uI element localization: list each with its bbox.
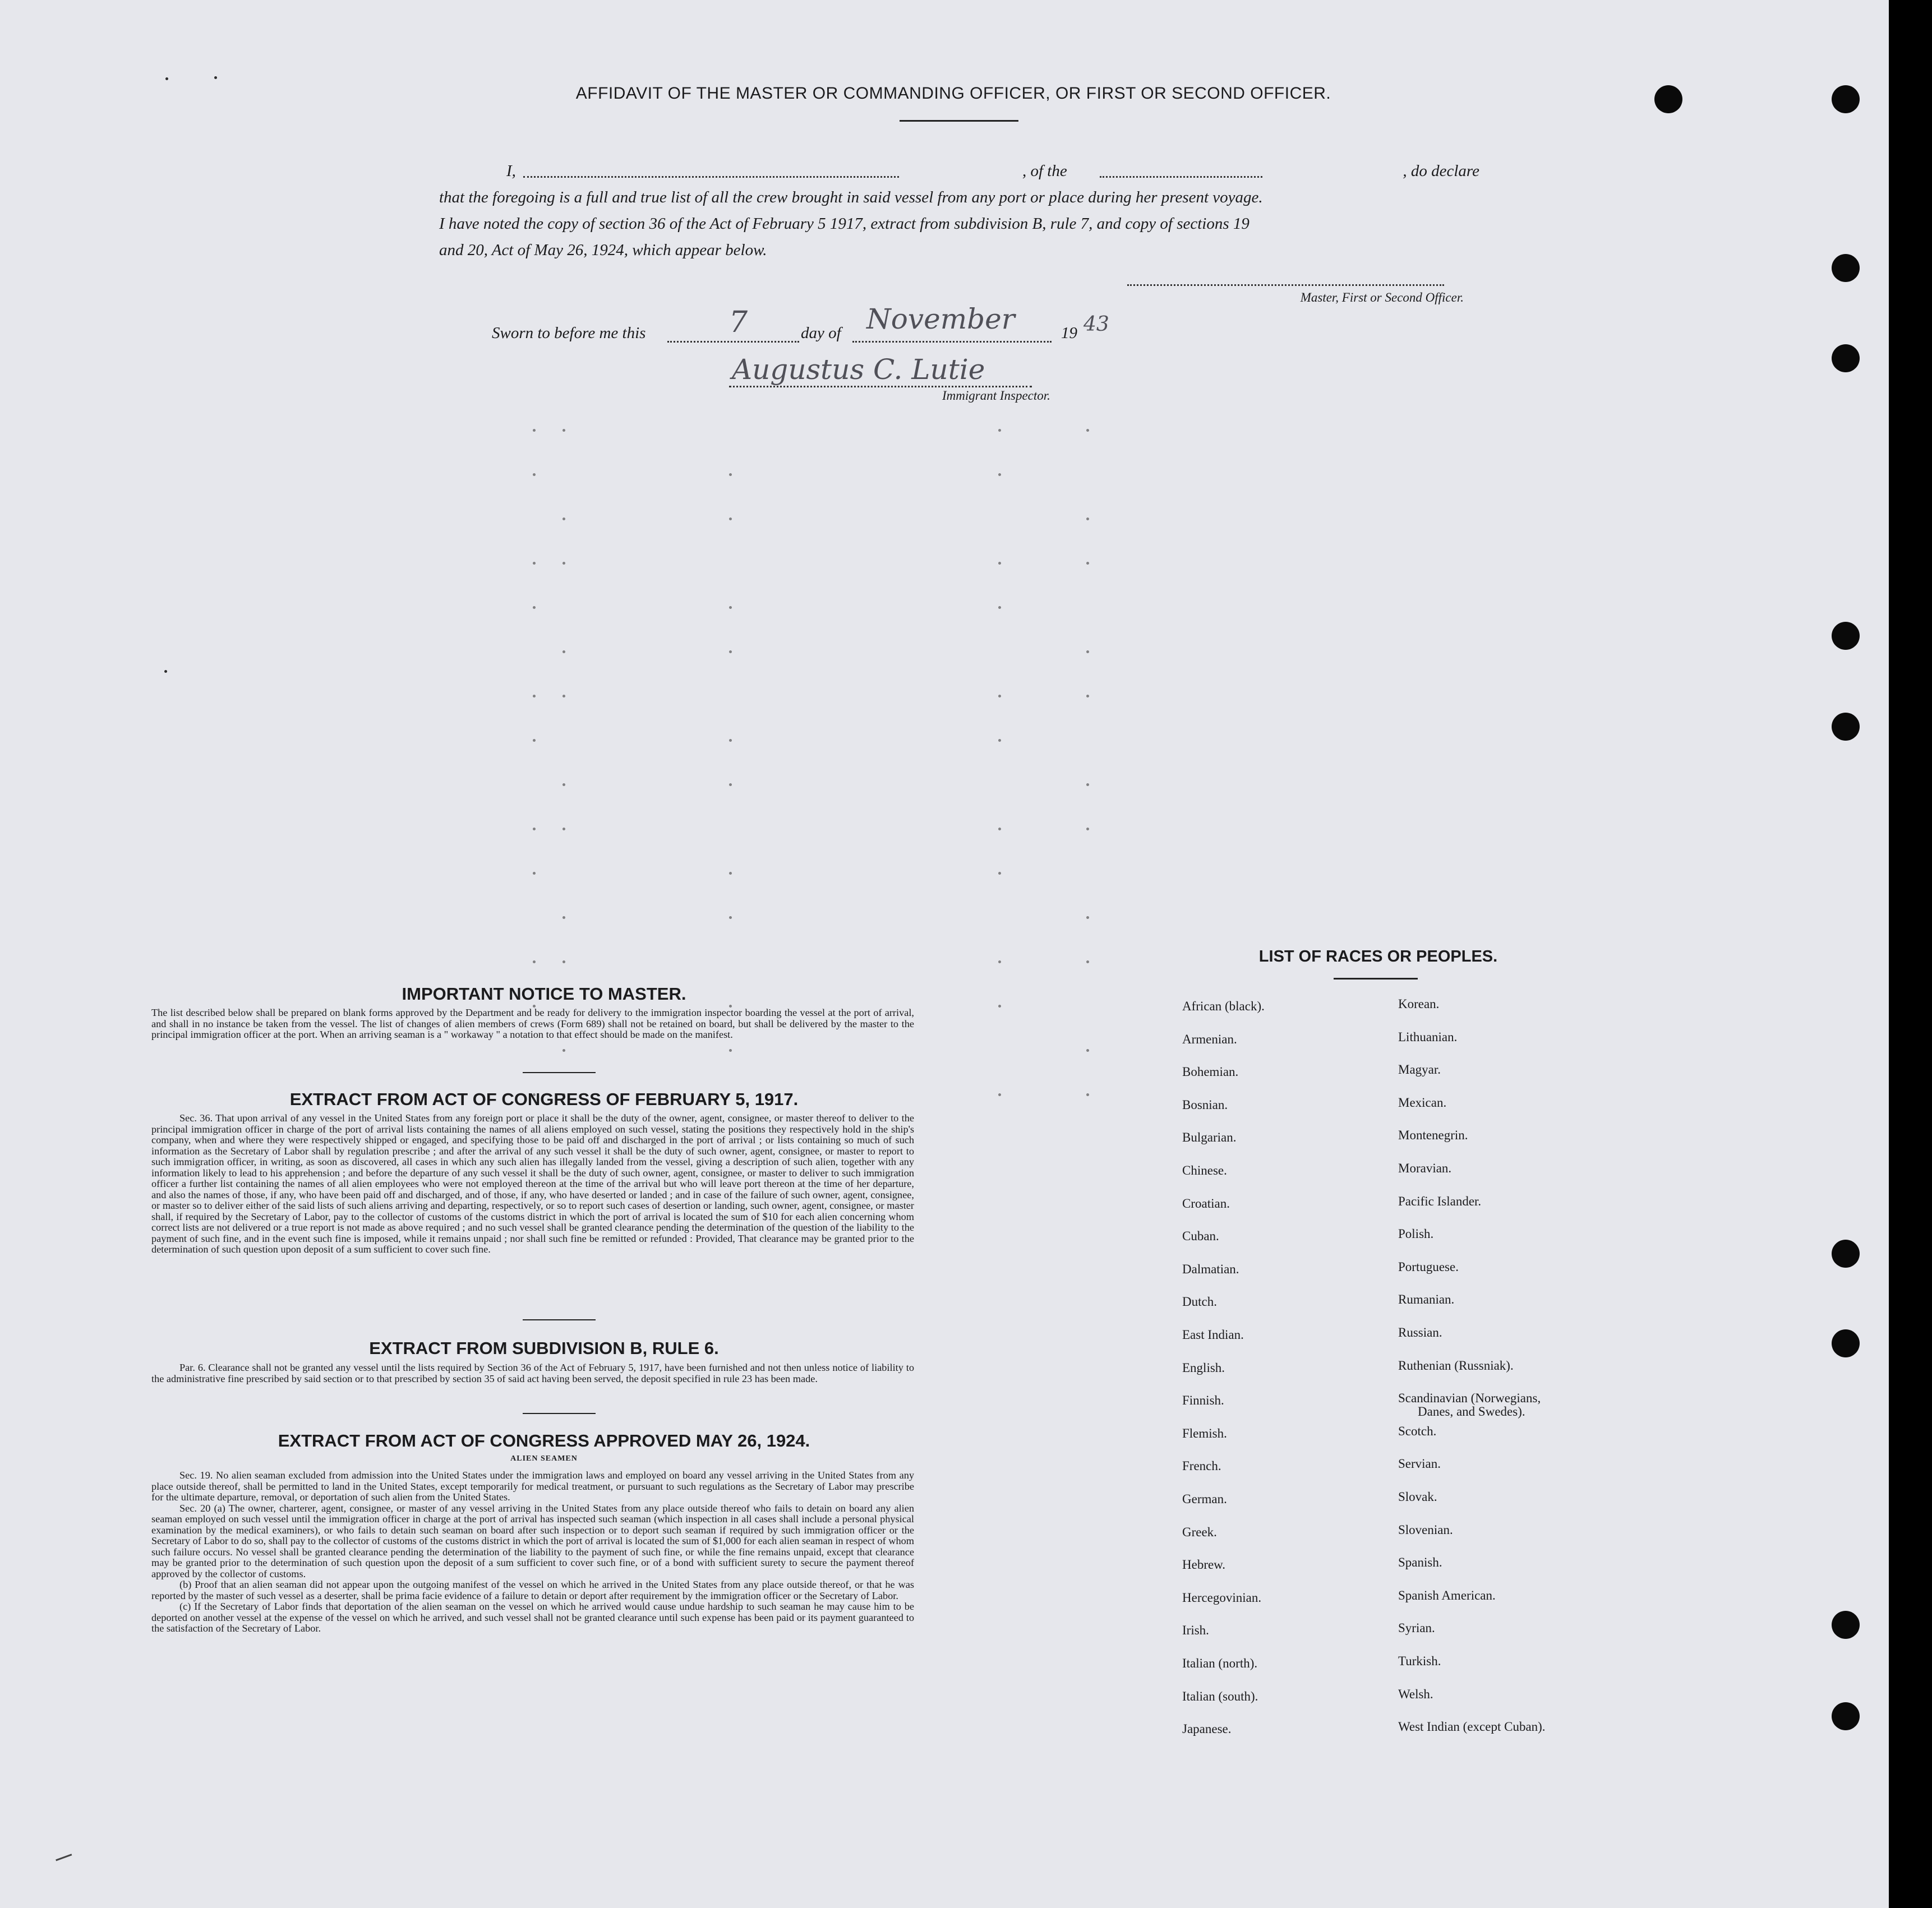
faint-dot	[533, 739, 536, 742]
faint-dot	[729, 606, 732, 609]
faint-dot	[729, 872, 732, 875]
faint-dot	[1086, 1049, 1089, 1052]
race-item: Flemish.	[1182, 1426, 1227, 1440]
race-item: West Indian (except Cuban).	[1398, 1720, 1546, 1734]
stray-mark	[164, 670, 167, 673]
race-item: African (black).	[1182, 999, 1265, 1013]
faint-dot	[1086, 1093, 1089, 1096]
race-item: German.	[1182, 1492, 1227, 1506]
affidavit-para-1: that the foregoing is a full and true list of all the crew brought in said vessel from any port or place during her present voyage.	[439, 188, 1263, 206]
faint-dot	[729, 1049, 732, 1052]
notice-body: The list described below shall be prepared on blank forms approved by the Department and be ready for delivery to the immigration inspector boarding the vessel at the port of arrival, and shall in no instance be taken from the vessel. The list of changes of alien members of crews (Form 689) shall not be retained on board, but shall be delivered by the master to the principal immigration officer at the port. When an arriving seaman is a " workaway " a notation to that effect should be made on the manifest.	[151, 1007, 914, 1040]
faint-dot	[1086, 429, 1089, 432]
faint-dot	[562, 1049, 565, 1052]
faint-dot	[998, 739, 1001, 742]
race-item: French.	[1182, 1459, 1221, 1473]
binder-hole	[1832, 1329, 1860, 1357]
race-item: Irish.	[1182, 1623, 1209, 1638]
binder-hole	[1832, 1240, 1860, 1268]
faint-dot	[1086, 518, 1089, 520]
faint-dot	[533, 429, 536, 432]
race-item: Scotch.	[1398, 1424, 1437, 1438]
race-item: Bosnian.	[1182, 1097, 1228, 1112]
affidavit-para-3: and 20, Act of May 26, 1924, which appear below.	[439, 241, 767, 259]
race-item: Ruthenian (Russniak).	[1398, 1358, 1514, 1373]
faint-dot	[1086, 695, 1089, 697]
faint-dot	[562, 916, 565, 919]
faint-dot	[533, 606, 536, 609]
race-item: Finnish.	[1182, 1393, 1224, 1408]
race-item: Bohemian.	[1182, 1065, 1239, 1079]
binder-hole	[1832, 254, 1860, 282]
faint-dot	[533, 960, 536, 963]
binder-hole	[1654, 85, 1682, 113]
rule-6-body: Par. 6. Clearance shall not be granted any vessel until the lists required by Section 36 of the Act of February 5, 1917, have been furnished and not then unless notice of liability to the administrative fine prescribed by said section or to that prescribed by section 35 of said act having been served, the deposit specified in rule 23 has been made.	[151, 1362, 914, 1384]
faint-dot	[533, 473, 536, 476]
stray-mark	[165, 77, 168, 80]
race-item: Spanish.	[1398, 1555, 1442, 1570]
extract-1924-title: EXTRACT FROM ACT OF CONGRESS APPROVED MAY 26, 1924.	[278, 1431, 810, 1450]
race-item: Scandinavian (Norwegians,	[1398, 1391, 1541, 1406]
faint-dot	[998, 1093, 1001, 1096]
binder-hole	[1832, 85, 1860, 113]
affidavit-para-2: I have noted the copy of section 36 of the Act of February 5 1917, extract from subdivision B, rule 7, and copy of sections 19	[439, 215, 1249, 233]
faint-dot	[533, 872, 536, 875]
race-item: Rumanian.	[1398, 1292, 1455, 1307]
races-title-rule	[1334, 978, 1418, 980]
sec-20b: (b) Proof that an alien seaman did not appear upon the outgoing manifest of the vessel on which he arrived in the United States from any place outside thereof, or that he was reported by the master of such vessel as a deserter, shall be prima facie evidence of a failure to detain or deport after requirement by the immigration officer or the Secretary of Labor.	[151, 1579, 914, 1601]
race-item: Hebrew.	[1182, 1558, 1226, 1572]
race-item: Servian.	[1398, 1457, 1441, 1471]
faint-dot	[562, 518, 565, 520]
race-item: Montenegrin.	[1398, 1128, 1468, 1143]
affidavit-block	[439, 158, 1479, 264]
race-item: Slovenian.	[1398, 1522, 1453, 1537]
binder-hole	[1832, 1611, 1860, 1639]
section-rule	[523, 1319, 596, 1320]
faint-dot	[729, 783, 732, 786]
section-rule	[523, 1413, 596, 1414]
faint-dot	[729, 473, 732, 476]
faint-dot	[729, 650, 732, 653]
race-item: Portuguese.	[1398, 1259, 1459, 1274]
faint-dot	[1086, 960, 1089, 963]
faint-dot	[998, 473, 1001, 476]
race-item: Slovak.	[1398, 1490, 1437, 1504]
day-of-label: day of	[801, 324, 841, 342]
faint-dot	[729, 739, 732, 742]
faint-dot	[533, 828, 536, 830]
faint-dot	[562, 960, 565, 963]
extract-1917-body: Sec. 36. That upon arrival of any vessel in the United States from any foreign port or place it shall be the duty of the owner, agent, consignee, or master thereof to deliver to the principal immigration officer in charge of the port of arrival lists containing the names of all aliens employed on such vessel, stating the positions they respectively hold in the ship's company, when and where they were respectively shipped or engaged, and specifying those to be paid off and discharged in the port of arrival ; or lists containing so much of such information as the Secretary of Labor shall by regulation prescribe ; and after the arrival of any such vessel it shall be the duty of such owner, agent, consignee, or master to report to such immigration officer, in writing, as soon as discovered, all cases in which any such alien has illegally landed from the vessel, giving a description of such alien, together with any information likely to lead to his apprehension ; and before the departure of any such vessel it shall be the duty of such owner, agent, consignee, or master to deliver to such immigration officer a further list containing the names of all alien employees who were not employed thereon at the time of the arrival but who will leave port thereon at the time of her departure, and also the names of those, if any, who have been paid off and discharged, and of those, if any, who have deserted or landed ; and in case of the failure of such owner, agent, consignee, or master so to deliver either of the said lists of such aliens arriving and departing, respectively, or so to report such cases of desertion or landing, such owner, agent, consignee, or master shall, if required by the Secretary of Labor, pay to the collector of customs of the customs district in which the port of arrival is located the sum of $10 for each alien concerning whom correct lists are not delivered or a true report is not made as above required ; and no such vessel shall be granted clearance pending the determination of the question of the liability to the payment of such fine, and in the event such fine is imposed, while it remains unpaid ; nor shall such fine be remitted or refunded : Provided, That clearance may be granted prior to the determination of such question upon deposit of a sum sufficient to cover such fine.	[151, 1112, 914, 1255]
race-item: Danes, and Swedes).	[1418, 1405, 1525, 1419]
extract-1917-title: EXTRACT FROM ACT OF CONGRESS OF FEBRUARY 5, 1917.	[289, 1089, 799, 1109]
race-item: Croatian.	[1182, 1196, 1230, 1211]
race-item: Korean.	[1398, 997, 1440, 1011]
race-item: Bulgarian.	[1182, 1130, 1237, 1145]
faint-dot	[562, 828, 565, 830]
race-item: Chinese.	[1182, 1163, 1227, 1177]
race-item: Italian (south).	[1182, 1689, 1258, 1703]
notice-title: IMPORTANT NOTICE TO MASTER.	[402, 984, 686, 1004]
race-item: Moravian.	[1398, 1161, 1452, 1175]
page-mark	[52, 1842, 72, 1861]
faint-dot	[533, 562, 536, 565]
race-item: Magyar.	[1398, 1062, 1441, 1077]
faint-dot	[729, 916, 732, 919]
faint-dot	[562, 562, 565, 565]
faint-dot	[1086, 650, 1089, 653]
race-item: Polish.	[1398, 1227, 1434, 1241]
sworn-month-handwritten: November	[866, 303, 1015, 335]
section-rule	[523, 1072, 596, 1073]
year-handwritten: 43	[1083, 313, 1109, 336]
race-item: Japanese.	[1182, 1722, 1232, 1736]
race-item: Greek.	[1182, 1524, 1217, 1539]
stray-mark	[214, 76, 217, 79]
race-item: English.	[1182, 1360, 1225, 1375]
race-item: Dutch.	[1182, 1295, 1217, 1309]
faint-dot	[562, 695, 565, 697]
faint-dot	[562, 783, 565, 786]
i-label: I,	[506, 162, 516, 180]
of-the-label: , of the	[1022, 162, 1067, 180]
sworn-prefix: Sworn to before me this	[492, 324, 646, 342]
sec-19: Sec. 19. No alien seaman excluded from admission into the United States under the immigration laws and employed on board any vessel arriving in the United States from any place outside thereof, shall be permitted to land in the United States, except temporarily for medical treatment, or pursuant to such regulations as the Secretary of Labor may prescribe for the ultimate departure, removal, or deportation of such alien from the United States.	[151, 1470, 914, 1503]
year-prefix: 19	[1061, 324, 1077, 342]
race-item: East Indian.	[1182, 1328, 1244, 1342]
race-item: Italian (north).	[1182, 1656, 1258, 1670]
faint-dot	[998, 1005, 1001, 1008]
master-signature-line	[1127, 284, 1444, 286]
race-item: Pacific Islander.	[1398, 1194, 1482, 1208]
binder-hole	[1832, 713, 1860, 741]
faint-dot	[562, 650, 565, 653]
faint-dot	[998, 562, 1001, 565]
race-item: Cuban.	[1182, 1229, 1219, 1244]
sworn-day-handwritten: 7	[729, 306, 748, 339]
sworn-month-line	[852, 341, 1052, 343]
race-item: Turkish.	[1398, 1654, 1441, 1668]
faint-dot	[998, 429, 1001, 432]
inspector-signature-line	[729, 386, 1032, 387]
affidavit-title: AFFIDAVIT OF THE MASTER OR COMMANDING OFFICER, OR FIRST OR SECOND OFFICER.	[575, 84, 1331, 103]
faint-dot	[562, 429, 565, 432]
vessel-field	[1100, 176, 1262, 178]
race-item: Russian.	[1398, 1325, 1442, 1339]
faint-dot	[998, 872, 1001, 875]
race-item: Syrian.	[1398, 1621, 1435, 1636]
inspector-label: Immigrant Inspector.	[942, 389, 1050, 403]
alien-seamen-subtitle: ALIEN SEAMEN	[510, 1454, 578, 1463]
rule-6-title: EXTRACT FROM SUBDIVISION B, RULE 6.	[369, 1338, 719, 1358]
race-item: Mexican.	[1398, 1095, 1447, 1110]
faint-dot	[729, 518, 732, 520]
races-title: LIST OF RACES OR PEOPLES.	[1258, 948, 1498, 965]
faint-dot	[998, 606, 1001, 609]
race-item: Dalmatian.	[1182, 1262, 1239, 1276]
name-field	[523, 176, 899, 178]
race-item: Armenian.	[1182, 1032, 1237, 1046]
sec-20a: Sec. 20 (a) The owner, charterer, agent, consignee, or master of any vessel arriving in the United States from any place outside thereof who fails to detain on board any alien seaman employed on such vessel until the immigration officer in charge at the port of arrival has inspected such seaman (which inspection in all cases shall include a personal physical examination by the medical examiners), or who fails to detain such seaman on board after such inspection or to deport such seaman if required by such immigration officer or the Secretary of Labor to do so, shall pay to the collector of customs of the customs district in which the port of arrival is located the sum of $1,000 for each alien seaman in respect of whom such failure occurs. No vessel shall be granted clearance pending the determination of the liability to the payment of such fine, or while the fine remains unpaid, except that clearance may be granted prior to the determination of such question upon the deposit of a sum sufficient to cover such fine, or of a bond with sufficient surety to secure the payment thereof approved by the collector of customs.	[151, 1502, 914, 1579]
race-item: Lithuanian.	[1398, 1029, 1458, 1044]
faint-dot	[1086, 783, 1089, 786]
do-declare-label: , do declare	[1403, 162, 1479, 180]
binder-hole	[1832, 622, 1860, 650]
master-signature-label: Master, First or Second Officer.	[1300, 290, 1464, 304]
binder-hole	[1832, 1702, 1860, 1730]
faint-dot	[998, 828, 1001, 830]
faint-dot	[998, 960, 1001, 963]
sworn-day-line	[667, 341, 799, 343]
race-item: Spanish American.	[1398, 1588, 1496, 1602]
race-item: Hercegovinian.	[1182, 1590, 1262, 1605]
faint-dot	[1086, 562, 1089, 565]
extract-1924-body	[151, 1470, 914, 1634]
faint-dot	[998, 695, 1001, 697]
binder-hole	[1832, 344, 1860, 372]
race-item: Welsh.	[1398, 1687, 1433, 1701]
faint-dot	[533, 695, 536, 697]
faint-dot	[1086, 916, 1089, 919]
title-rule	[900, 120, 1018, 122]
sec-20c: (c) If the Secretary of Labor finds that deportation of the alien seaman on the vessel on which he arrived would cause undue hardship to such seaman he may cause him to be deported on another vessel at the expense of the vessel on which he arrived, and such vessel shall not be granted clearance until such expense has been paid or its payment guaranteed to the satisfaction of the Secretary of Labor.	[151, 1601, 914, 1634]
faint-dot	[1086, 828, 1089, 830]
inspector-signature: Augustus C. Lutie	[732, 353, 985, 386]
